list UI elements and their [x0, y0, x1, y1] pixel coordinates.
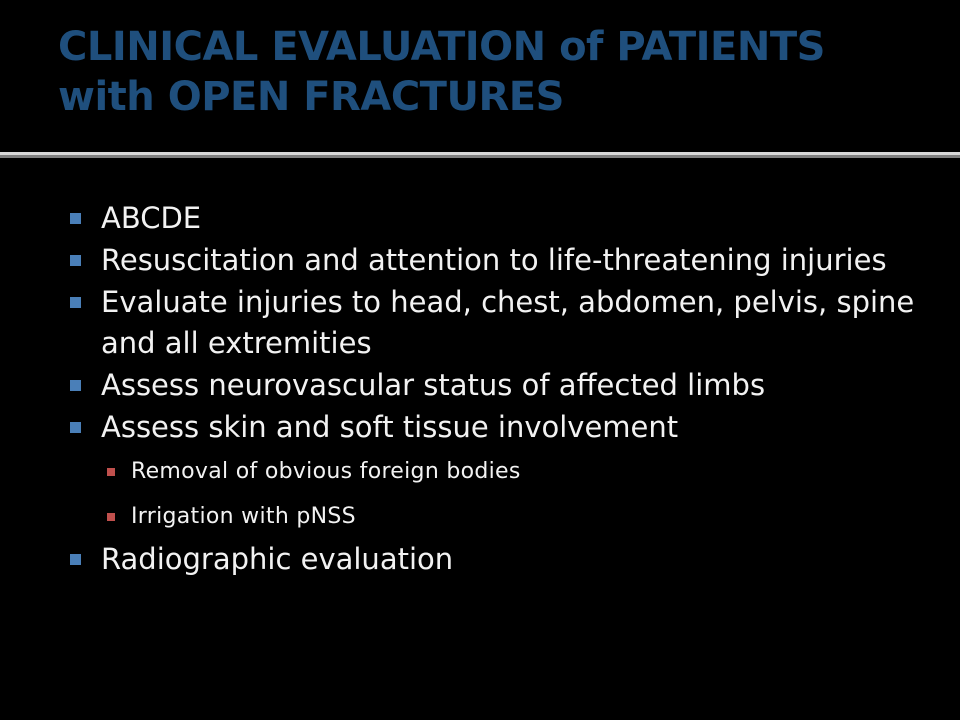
square-bullet-icon	[70, 422, 81, 433]
bullet-item	[66, 365, 936, 406]
bullet-text: ABCDE	[101, 201, 202, 235]
sub-bullet-item	[66, 449, 936, 494]
bullet-text: Resuscitation and attention to life-threatening injuries	[101, 243, 887, 277]
slide-title-line-1: CLINICAL EVALUATION of PATIENTS	[58, 24, 825, 70]
bullet-text: Assess skin and soft tissue involvement	[101, 410, 679, 444]
bullet-text: Radiographic evaluation	[101, 542, 454, 576]
bullet-item	[66, 240, 936, 281]
square-sub-bullet-icon	[107, 468, 115, 476]
bullet-item	[66, 407, 936, 448]
sub-bullet-text: Irrigation with pNSS	[131, 504, 356, 529]
sub-bullet-text: Removal of obvious foreign bodies	[131, 459, 521, 484]
slide-title-line-2: with OPEN FRACTURES	[58, 74, 564, 120]
bullet-text: Assess neurovascular status of affected limbs	[101, 368, 766, 402]
bullet-item	[66, 282, 936, 364]
title-bar	[0, 0, 960, 152]
slide-title	[58, 22, 938, 122]
slide-content	[0, 158, 960, 720]
sub-bullet-item	[66, 494, 936, 539]
square-bullet-icon	[70, 213, 81, 224]
square-bullet-icon	[70, 255, 81, 266]
square-bullet-icon	[70, 380, 81, 391]
square-bullet-icon	[70, 554, 81, 565]
square-bullet-icon	[70, 297, 81, 308]
bullet-item	[66, 539, 936, 580]
bullet-text: Evaluate injuries to head, chest, abdomen, pelvis, spine and all extremities	[101, 285, 915, 360]
square-sub-bullet-icon	[107, 513, 115, 521]
bullet-list	[66, 198, 936, 581]
bullet-item	[66, 198, 936, 239]
